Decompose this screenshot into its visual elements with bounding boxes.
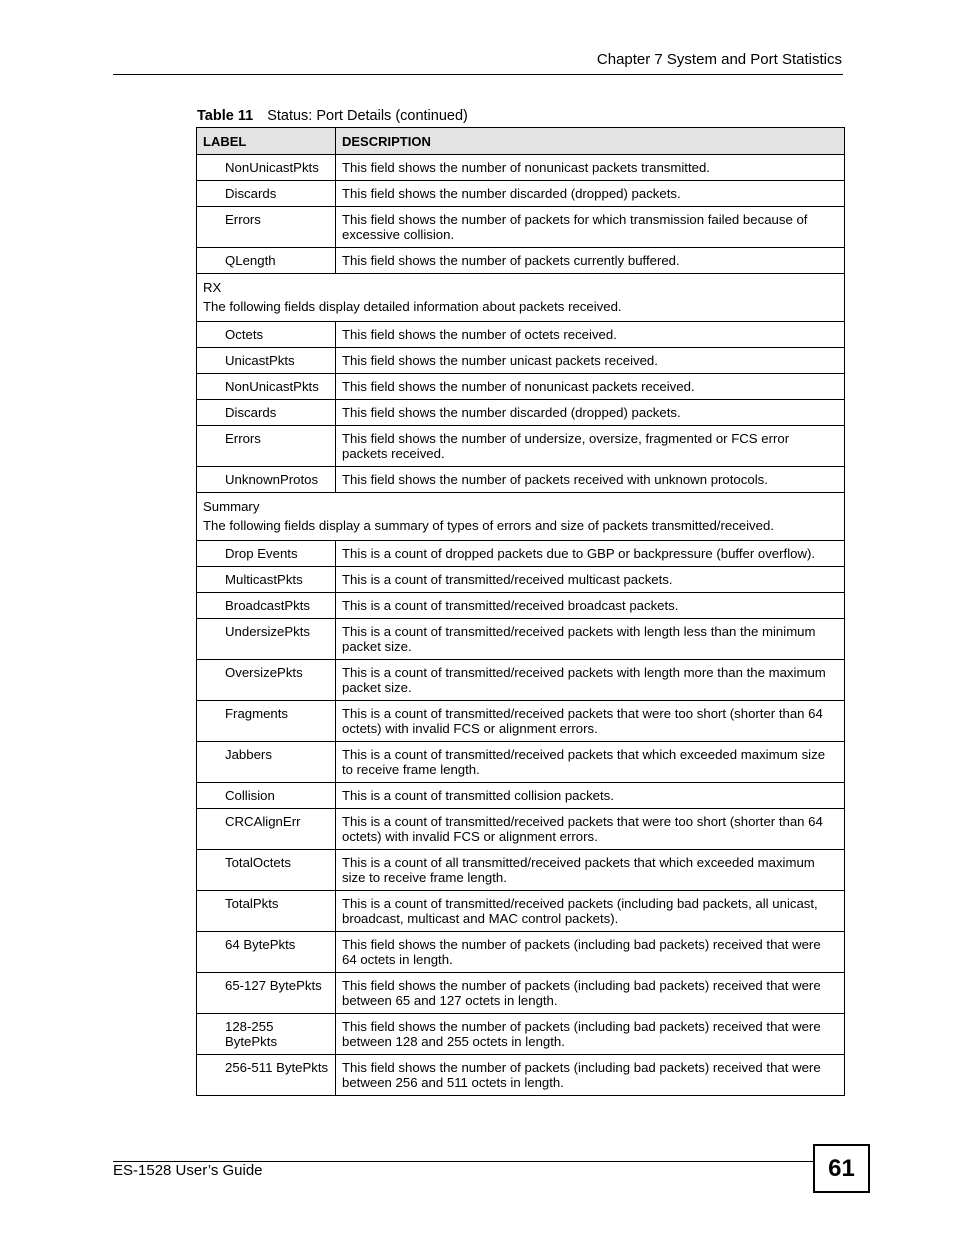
field-description: This field shows the number of undersize, oversize, fragmented or FCS error packets received. (336, 426, 845, 467)
section-description: The following fields display a summary of types of errors and size of packets transmitted/received. (203, 518, 774, 533)
field-description: This is a count of transmitted/received multicast packets. (336, 567, 845, 593)
field-description: This field shows the number of packets (including bad packets) received that were 64 octets in length. (336, 932, 845, 973)
field-description: This is a count of transmitted/received broadcast packets. (336, 593, 845, 619)
table-row (197, 567, 845, 593)
port-details-table (196, 127, 845, 1096)
field-label: NonUnicastPkts (197, 374, 336, 400)
table-row (197, 809, 845, 850)
section-description: The following fields display detailed information about packets received. (203, 299, 622, 314)
field-description: This is a count of transmitted/received packets that were too short (shorter than 64 octets) with invalid FCS or alignment errors. (336, 701, 845, 742)
field-label: CRCAlignErr (197, 809, 336, 850)
table-row (197, 619, 845, 660)
section-row (197, 493, 845, 541)
field-description: This is a count of transmitted collision packets. (336, 783, 845, 809)
field-label: Jabbers (197, 742, 336, 783)
table-row (197, 742, 845, 783)
field-description: This is a count of transmitted/received packets with length more than the maximum packet size. (336, 660, 845, 701)
table-row (197, 348, 845, 374)
field-description: This field shows the number of packets currently buffered. (336, 248, 845, 274)
field-label: QLength (197, 248, 336, 274)
field-label: Fragments (197, 701, 336, 742)
field-label: Collision (197, 783, 336, 809)
field-label: UnicastPkts (197, 348, 336, 374)
field-description: This is a count of transmitted/received packets (including bad packets, all unicast, broadcast, multicast and MAC control packets). (336, 891, 845, 932)
field-label: BroadcastPkts (197, 593, 336, 619)
description-column-header: DESCRIPTION (336, 128, 845, 155)
field-description: This field shows the number of packets (including bad packets) received that were between 256 and 511 octets in length. (336, 1055, 845, 1096)
field-label: TotalPkts (197, 891, 336, 932)
field-label: NonUnicastPkts (197, 155, 336, 181)
table-row (197, 207, 845, 248)
table-number: Table 11 (197, 108, 254, 124)
table-title: Status: Port Details (continued) (267, 108, 468, 124)
table-row (197, 932, 845, 973)
table-header-row (197, 128, 845, 155)
field-label: UnknownProtos (197, 467, 336, 493)
table-row (197, 660, 845, 701)
field-label: Octets (197, 322, 336, 348)
field-label: Discards (197, 181, 336, 207)
field-description: This is a count of transmitted/received packets that were too short (shorter than 64 octets) with invalid FCS or alignment errors. (336, 809, 845, 850)
field-description: This field shows the number discarded (dropped) packets. (336, 400, 845, 426)
field-description: This field shows the number of nonunicast packets received. (336, 374, 845, 400)
header-divider (113, 74, 843, 75)
table-row (197, 1014, 845, 1055)
table-row (197, 467, 845, 493)
page-number: 61 (813, 1144, 870, 1193)
table-row (197, 850, 845, 891)
table-row (197, 891, 845, 932)
chapter-header: Chapter 7 System and Port Statistics (596, 51, 842, 68)
table-row (197, 322, 845, 348)
field-description: This is a count of all transmitted/received packets that which exceeded maximum size to receive frame length. (336, 850, 845, 891)
field-label: 128-255 BytePkts (197, 1014, 336, 1055)
field-description: This field shows the number of packets for which transmission failed because of excessive collision. (336, 207, 845, 248)
field-label: MulticastPkts (197, 567, 336, 593)
field-label: OversizePkts (197, 660, 336, 701)
field-label: UndersizePkts (197, 619, 336, 660)
section-cell (197, 493, 845, 541)
table-row (197, 426, 845, 467)
table-row (197, 400, 845, 426)
section-title: RX (203, 280, 222, 295)
label-column-header: LABEL (197, 128, 336, 155)
table-row (197, 973, 845, 1014)
field-description: This field shows the number unicast packets received. (336, 348, 845, 374)
field-description: This field shows the number of packets (including bad packets) received that were between 128 and 255 octets in length. (336, 1014, 845, 1055)
field-description: This field shows the number of packets received with unknown protocols. (336, 467, 845, 493)
field-description: This is a count of transmitted/received packets with length less than the minimum packet size. (336, 619, 845, 660)
table-row (197, 155, 845, 181)
field-description: This field shows the number of packets (including bad packets) received that were between 65 and 127 octets in length. (336, 973, 845, 1014)
field-description: This field shows the number discarded (dropped) packets. (336, 181, 845, 207)
table-row (197, 248, 845, 274)
field-label: Discards (197, 400, 336, 426)
field-label: 65-127 BytePkts (197, 973, 336, 1014)
table-row (197, 181, 845, 207)
table-row (197, 1055, 845, 1096)
table-row (197, 701, 845, 742)
table-row (197, 593, 845, 619)
field-description: This is a count of transmitted/received packets that which exceeded maximum size to receive frame length. (336, 742, 845, 783)
table-body (197, 155, 845, 1096)
field-description: This field shows the number of octets received. (336, 322, 845, 348)
field-label: Drop Events (197, 541, 336, 567)
section-title: Summary (203, 499, 260, 514)
field-label: TotalOctets (197, 850, 336, 891)
guide-title: ES-1528 User’s Guide (113, 1162, 263, 1179)
field-label: 64 BytePkts (197, 932, 336, 973)
field-label: 256-511 BytePkts (197, 1055, 336, 1096)
section-row (197, 274, 845, 322)
table-row (197, 783, 845, 809)
field-description: This field shows the number of nonunicast packets transmitted. (336, 155, 845, 181)
field-label: Errors (197, 207, 336, 248)
table-row (197, 374, 845, 400)
table-row (197, 541, 845, 567)
field-label: Errors (197, 426, 336, 467)
field-description: This is a count of dropped packets due to GBP or backpressure (buffer overflow). (336, 541, 845, 567)
section-cell (197, 274, 845, 322)
table-caption (197, 108, 468, 124)
